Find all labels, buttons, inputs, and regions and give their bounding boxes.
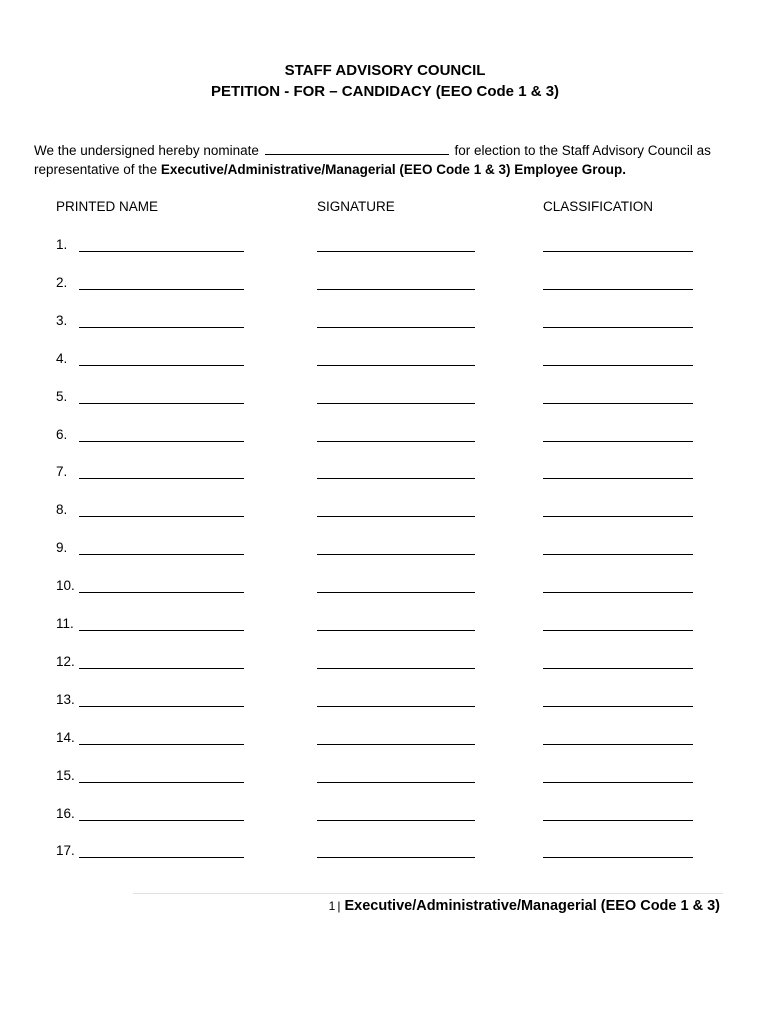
row-number: 14. xyxy=(56,730,75,745)
classification-line[interactable] xyxy=(543,630,693,631)
printed-name-line[interactable] xyxy=(79,478,244,479)
signature-line[interactable] xyxy=(317,744,475,745)
signature-line[interactable] xyxy=(317,706,475,707)
intro-text-representative: representative of the xyxy=(34,162,158,177)
petition-row xyxy=(0,312,770,332)
petition-row xyxy=(0,729,770,749)
employee-group-text: Executive/Administrative/Managerial (EEO Code 1 & 3) Employee Group. xyxy=(160,162,626,177)
form-subtitle: PETITION - FOR – CANDIDACY (EEO Code 1 & 3) xyxy=(210,83,560,100)
petition-row xyxy=(0,615,770,635)
row-number: 8. xyxy=(56,502,68,517)
petition-row xyxy=(0,463,770,483)
classification-line[interactable] xyxy=(543,706,693,707)
printed-name-line[interactable] xyxy=(79,251,244,252)
petition-row xyxy=(0,577,770,597)
classification-line[interactable] xyxy=(543,668,693,669)
row-number: 17. xyxy=(56,843,75,858)
signature-line[interactable] xyxy=(317,327,475,328)
intro-text-end: for election to the Staff Advisory Council as xyxy=(454,143,711,158)
row-number: 5. xyxy=(56,389,68,404)
petition-row xyxy=(0,426,770,446)
printed-name-line[interactable] xyxy=(79,441,244,442)
signature-line[interactable] xyxy=(317,289,475,290)
petition-row xyxy=(0,842,770,862)
petition-row xyxy=(0,767,770,787)
classification-line[interactable] xyxy=(543,403,693,404)
row-number: 11. xyxy=(56,616,74,631)
printed-name-line[interactable] xyxy=(79,592,244,593)
printed-name-line[interactable] xyxy=(79,554,244,555)
petition-row xyxy=(0,653,770,673)
petition-row xyxy=(0,350,770,370)
classification-line[interactable] xyxy=(543,441,693,442)
classification-line[interactable] xyxy=(543,327,693,328)
signature-line[interactable] xyxy=(317,478,475,479)
footer-text: Executive/Administrative/Managerial (EEO Code 1 & 3) xyxy=(344,898,720,914)
signature-line[interactable] xyxy=(317,403,475,404)
row-number: 13. xyxy=(56,692,75,707)
classification-line[interactable] xyxy=(543,782,693,783)
row-number: 10. xyxy=(56,578,75,593)
signature-line[interactable] xyxy=(317,820,475,821)
column-header-printed-name: PRINTED NAME xyxy=(56,199,159,214)
printed-name-line[interactable] xyxy=(79,403,244,404)
printed-name-line[interactable] xyxy=(79,516,244,517)
page-footer xyxy=(329,897,720,915)
row-number: 2. xyxy=(56,275,68,290)
printed-name-line[interactable] xyxy=(79,630,244,631)
footer-divider xyxy=(133,893,723,894)
row-number: 1. xyxy=(56,237,68,252)
signature-line[interactable] xyxy=(317,441,475,442)
signature-line[interactable] xyxy=(317,251,475,252)
classification-line[interactable] xyxy=(543,744,693,745)
page-number: 1 xyxy=(328,899,336,913)
intro-line-2 xyxy=(34,160,744,179)
petition-row xyxy=(0,274,770,294)
classification-line[interactable] xyxy=(543,554,693,555)
printed-name-line[interactable] xyxy=(79,706,244,707)
signature-line[interactable] xyxy=(317,365,475,366)
intro-text-start: We the undersigned hereby nominate xyxy=(34,143,259,158)
signature-line[interactable] xyxy=(317,857,475,858)
petition-row xyxy=(0,539,770,559)
petition-row xyxy=(0,805,770,825)
printed-name-line[interactable] xyxy=(79,820,244,821)
signature-line[interactable] xyxy=(317,516,475,517)
signature-line[interactable] xyxy=(317,554,475,555)
printed-name-line[interactable] xyxy=(79,365,244,366)
petition-row xyxy=(0,236,770,256)
classification-line[interactable] xyxy=(543,365,693,366)
petition-row xyxy=(0,388,770,408)
row-number: 4. xyxy=(56,351,68,366)
column-header-classification: CLASSIFICATION xyxy=(543,199,654,214)
row-number: 16. xyxy=(56,806,75,821)
signature-line[interactable] xyxy=(317,630,475,631)
nominee-name-blank[interactable] xyxy=(265,142,449,155)
petition-row xyxy=(0,501,770,521)
printed-name-line[interactable] xyxy=(79,327,244,328)
footer-separator: | xyxy=(337,899,341,913)
intro-line-1 xyxy=(34,141,744,160)
printed-name-line[interactable] xyxy=(79,668,244,669)
column-header-signature: SIGNATURE xyxy=(317,199,395,214)
signature-line[interactable] xyxy=(317,782,475,783)
classification-line[interactable] xyxy=(543,857,693,858)
row-number: 3. xyxy=(56,313,68,328)
printed-name-line[interactable] xyxy=(79,857,244,858)
classification-line[interactable] xyxy=(543,478,693,479)
signature-line[interactable] xyxy=(317,668,475,669)
petition-row xyxy=(0,691,770,711)
printed-name-line[interactable] xyxy=(79,782,244,783)
form-title: STAFF ADVISORY COUNCIL xyxy=(284,62,486,79)
classification-line[interactable] xyxy=(543,820,693,821)
signature-line[interactable] xyxy=(317,592,475,593)
classification-line[interactable] xyxy=(543,516,693,517)
printed-name-line[interactable] xyxy=(79,289,244,290)
classification-line[interactable] xyxy=(543,251,693,252)
classification-line[interactable] xyxy=(543,592,693,593)
row-number: 7. xyxy=(56,464,68,479)
printed-name-line[interactable] xyxy=(79,744,244,745)
row-number: 12. xyxy=(56,654,75,669)
row-number: 6. xyxy=(56,427,68,442)
row-number: 9. xyxy=(56,540,68,555)
classification-line[interactable] xyxy=(543,289,693,290)
row-number: 15. xyxy=(56,768,75,783)
